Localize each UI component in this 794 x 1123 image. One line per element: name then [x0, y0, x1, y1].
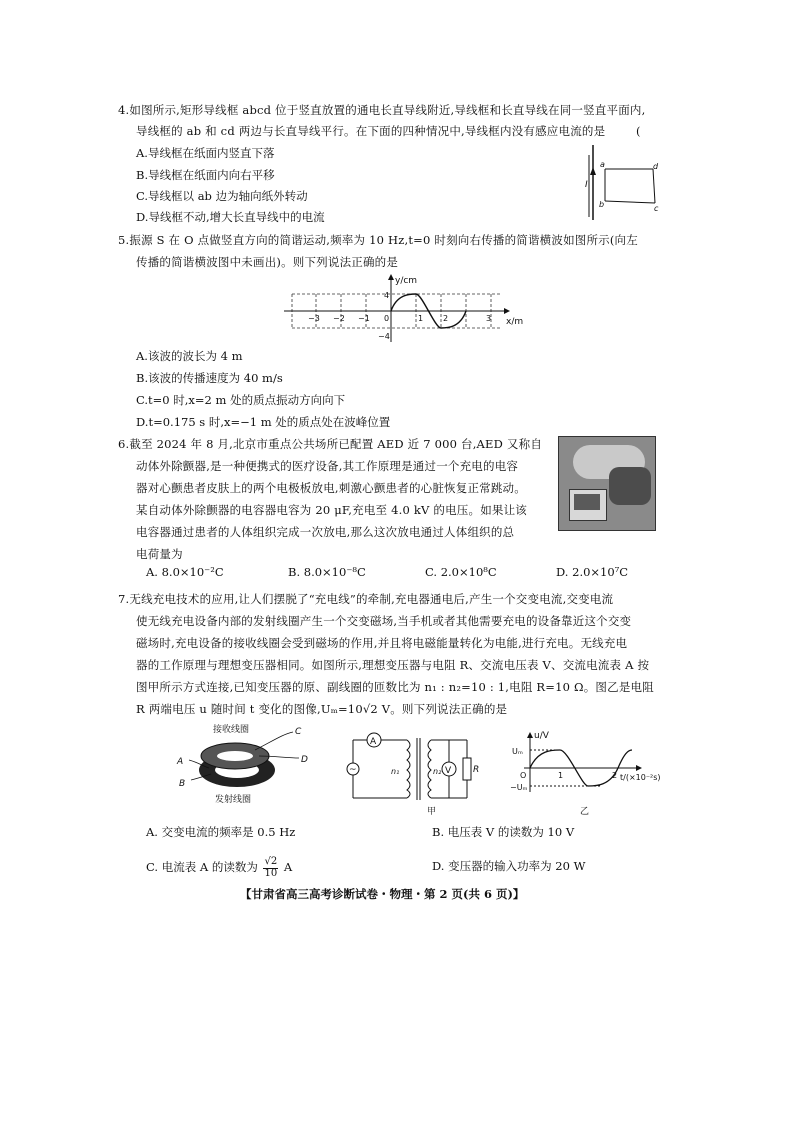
q5-xtick: 3 [486, 314, 492, 323]
q7-stem-line5: 图甲所示方式连接,已知变压器的原、副线圈的匝数比为 n₁ : n₂=10 : 1,电阻 R=10 Ω。图乙是电阻 [136, 680, 654, 694]
corner-b-label: b [599, 200, 605, 209]
q4-answer-bracket: ( [636, 124, 641, 138]
q6-option-d: D. 2.0×10⁷C [556, 565, 629, 579]
corner-d-label: d [653, 162, 659, 171]
q5-option-a: A.该波的波长为 4 m [136, 349, 243, 363]
transmit-coil-label: 发射线圈 [215, 795, 252, 805]
q5-xtick: −2 [333, 314, 345, 323]
q7-voltage-graph [510, 730, 670, 820]
q7-option-a: A. 交变电流的频率是 0.5 Hz [146, 825, 296, 839]
q5-y-axis-label: y/cm [395, 276, 418, 286]
q6-stem-line2: 动体外除颤器,是一种便携式的医疗设备,其工作原理是通过一个充电的电容 [136, 459, 519, 473]
voltmeter-label: V [445, 766, 452, 776]
q7-coil-figure [175, 722, 325, 810]
q7-option-c [146, 857, 292, 879]
q7-stem-line6: R 两端电压 u 随时间 t 变化的图像,Uₘ=10√2 V。则下列说法正确的是 [136, 702, 508, 716]
q5-stem-line1: 5.振源 S 在 O 点做竖直方向的简谐运动,频率为 10 Hz,t=0 时刻向右传播的简谐横波如图所示(向左 [118, 233, 638, 247]
q7-option-d: D. 变压器的输入功率为 20 W [432, 859, 586, 873]
q5-x-axis-label: x/m [506, 317, 524, 327]
q5-wave-graph [280, 272, 524, 346]
secondary-turns-label: n₂ [433, 767, 442, 776]
q6-stem-line4: 某自动体外除颤器的电容器电容为 20 μF,充电至 4.0 kV 的电压。如果让该 [136, 503, 527, 517]
q7-graph-um-label: Uₘ [512, 747, 523, 756]
ammeter-label: A [370, 737, 377, 747]
q6-option-b: B. 8.0×10⁻⁸C [288, 565, 366, 579]
circuit-caption: 甲 [427, 807, 437, 817]
q5-stem-line2: 传播的简谐横波图中未画出)。则下列说法正确的是 [136, 255, 399, 269]
q5-xtick: −1 [358, 314, 370, 323]
terminal-b-label: B [179, 779, 186, 789]
q5-xtick: 0 [384, 314, 390, 323]
ac-source-symbol: ~ [349, 765, 357, 775]
q7-stem-line2: 使无线充电设备内部的发射线圈产生一个交变磁场,当手机或者其他需要充电的设备靠近这个交变 [136, 614, 632, 628]
fraction-numerator: √2 [264, 856, 278, 867]
q7-stem-line4: 器的工作原理与理想变压器相同。如图所示,理想变压器与电阻 R、交流电压表 V、交流电流表 A 按 [136, 658, 650, 672]
q7-option-c-text: C. 电流表 A 的读数为 [146, 860, 258, 874]
q4-option-c: C.导线框以 ab 边为轴向纸外转动 [136, 189, 308, 203]
q7-graph-tick-2: 2 [612, 771, 618, 780]
corner-c-label: c [654, 204, 659, 213]
q7-option-c-fraction [263, 857, 278, 879]
q7-graph-x-label: t/(×10⁻²s) [620, 773, 661, 782]
q4-stem-line2: 导线框的 ab 和 cd 两边与长直导线平行。在下面的四种情况中,导线框内没有感应电流的是 [136, 124, 606, 138]
q6-stem-line6: 电荷量为 [136, 547, 183, 561]
primary-turns-label: n₁ [391, 767, 400, 776]
page-footer: 【甘肃省高三高考诊断试卷・物理・第 2 页(共 6 页)】 [240, 887, 525, 901]
terminal-d-label: D [301, 755, 308, 765]
q4-option-a: A.导线框在纸面内竖直下落 [136, 146, 275, 160]
q4-option-b: B.导线框在纸面内向右平移 [136, 168, 275, 182]
q5-xtick: 2 [443, 314, 449, 323]
q7-stem-line1: 7.无线充电技术的应用,让人们摆脱了“充电线”的牵制,充电器通电后,产生一个交变电流,交变电流 [118, 592, 614, 606]
q5-xtick: 1 [418, 314, 424, 323]
q6-stem-line5: 电容器通过患者的人体组织完成一次放电,那么这次放电通过人体组织的总 [136, 525, 515, 539]
q7-option-c-unit: A [283, 860, 293, 874]
q5-ytick-4: 4 [384, 291, 390, 300]
fraction-denominator: 10 [264, 867, 278, 879]
terminal-c-label: C [295, 727, 302, 737]
q5-option-c: C.t=0 时,x=2 m 处的质点振动方向向下 [136, 393, 346, 407]
q4-option-d: D.导线框不动,增大长直导线中的电流 [136, 210, 325, 224]
q7-graph-y-label: u/V [534, 731, 549, 741]
q5-ytick-neg4: −4 [378, 332, 390, 341]
q7-graph-origin-label: O [520, 771, 527, 780]
q4-wire-frame-figure [585, 145, 665, 225]
q5-xtick: −3 [308, 314, 320, 323]
q6-stem-line1: 6.截至 2024 年 8 月,北京市重点公共场所已配置 AED 近 7 000 台,AED 又称自 [118, 437, 543, 451]
graph-caption: 乙 [580, 807, 590, 817]
q7-graph-tick-1: 1 [558, 771, 564, 780]
terminal-a-label: A [177, 757, 184, 767]
receive-coil-label: 接收线圈 [213, 725, 250, 735]
aed-photo [558, 436, 656, 531]
q6-option-c: C. 2.0×10⁸C [425, 565, 497, 579]
q7-graph-neg-um-label: −Uₘ [510, 783, 528, 792]
q4-stem-line1: 4.如图所示,矩形导线框 abcd 位于竖直放置的通电长直导线附近,导线框和长直导线在同一竖直平面内, [118, 103, 646, 117]
q7-circuit-diagram [345, 730, 480, 818]
corner-a-label: a [600, 160, 605, 169]
q7-stem-line3: 磁场时,充电设备的接收线圈会受到磁场的作用,并且将电磁能量转化为电能,进行充电。无线充电 [136, 636, 628, 650]
wire-current-label: I [585, 180, 588, 190]
q5-option-d: D.t=0.175 s 时,x=−1 m 处的质点处在波峰位置 [136, 415, 391, 429]
q6-stem-line3: 器对心颤患者皮肤上的两个电极板放电,刺激心颤患者的心脏恢复正常跳动。 [136, 481, 526, 495]
q7-option-b: B. 电压表 V 的读数为 10 V [432, 825, 575, 839]
q5-option-b: B.该波的传播速度为 40 m/s [136, 371, 283, 385]
resistor-label: R [473, 765, 480, 775]
q6-option-a: A. 8.0×10⁻²C [146, 565, 224, 579]
